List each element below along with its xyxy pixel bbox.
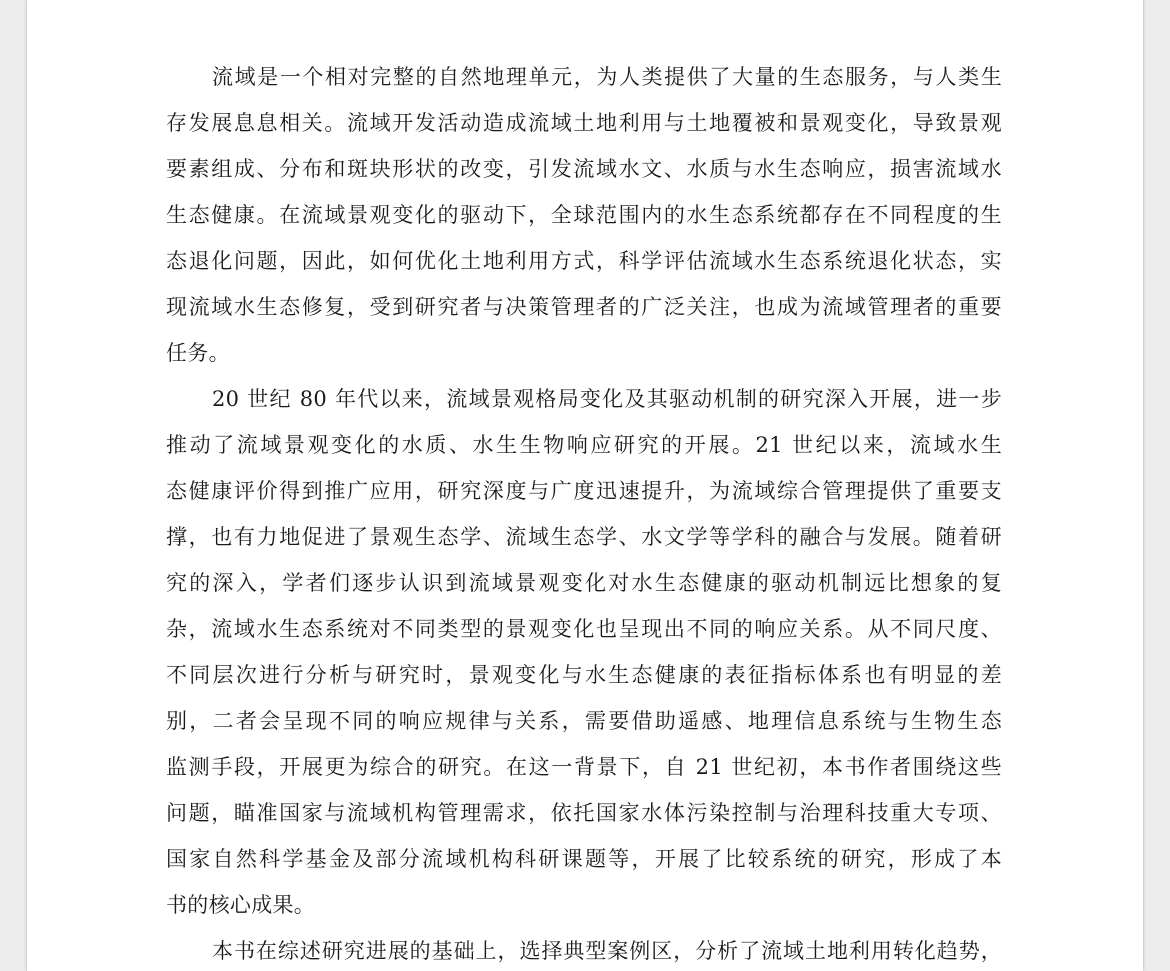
text-line: 究的深入，学者们逐步认识到流域景观变化对水生态健康的驱动机制远比想象的复 <box>166 571 1002 595</box>
text-line: 要素组成、分布和斑块形状的改变，引发流域水文、水质与水生态响应，损害流域水 <box>166 157 1002 181</box>
text-line: 撑，也有力地促进了景观生态学、流域生态学、水文学等学科的融合与发展。随着研 <box>166 525 1002 549</box>
text-line: 态健康评价得到推广应用，研究深度与广度迅速提升，为流域综合管理提供了重要支 <box>166 479 1002 503</box>
paragraph-1 <box>166 54 1002 376</box>
document-page <box>27 0 1143 971</box>
text-line: 态退化问题，因此，如何优化土地利用方式，科学评估流域水生态系统退化状态，实 <box>166 249 1002 273</box>
text-line: 推动了流域景观变化的水质、水生生物响应研究的开展。21 世纪以来，流域水生 <box>166 433 1002 457</box>
text-line: 流域是一个相对完整的自然地理单元，为人类提供了大量的生态服务，与人类生 <box>212 65 1002 89</box>
paragraph-2 <box>166 376 1002 928</box>
text-line: 监测手段，开展更为综合的研究。在这一背景下，自 21 世纪初，本书作者围绕这些 <box>166 755 1002 779</box>
text-line: 生态健康。在流域景观变化的驱动下，全球范围内的水生态系统都存在不同程度的生 <box>166 203 1002 227</box>
text-line: 任务。 <box>166 341 230 365</box>
text-line: 本书在综述研究进展的基础上，选择典型案例区，分析了流域土地利用转化趋势， <box>212 939 1002 963</box>
text-line: 不同层次进行分析与研究时，景观变化与水生态健康的表征指标体系也有明显的差 <box>166 663 1002 687</box>
text-line: 20 世纪 80 年代以来，流域景观格局变化及其驱动机制的研究深入开展，进一步 <box>212 387 1002 411</box>
paragraph-3 <box>166 928 1002 971</box>
text-line: 存发展息息相关。流域开发活动造成流域土地利用与土地覆被和景观变化，导致景观 <box>166 111 1002 135</box>
page-body <box>166 54 1002 971</box>
text-line: 现流域水生态修复，受到研究者与决策管理者的广泛关注，也成为流域管理者的重要 <box>166 295 1002 319</box>
text-line: 杂，流域水生态系统对不同类型的景观变化也呈现出不同的响应关系。从不同尺度、 <box>166 617 1002 641</box>
text-line: 国家自然科学基金及部分流域机构科研课题等，开展了比较系统的研究，形成了本 <box>166 847 1002 871</box>
text-line: 书的核心成果。 <box>166 893 316 917</box>
text-line: 问题，瞄准国家与流域机构管理需求，依托国家水体污染控制与治理科技重大专项、 <box>166 801 1002 825</box>
text-line: 别，二者会呈现不同的响应规律与关系，需要借助遥感、地理信息系统与生物生态 <box>166 709 1002 733</box>
